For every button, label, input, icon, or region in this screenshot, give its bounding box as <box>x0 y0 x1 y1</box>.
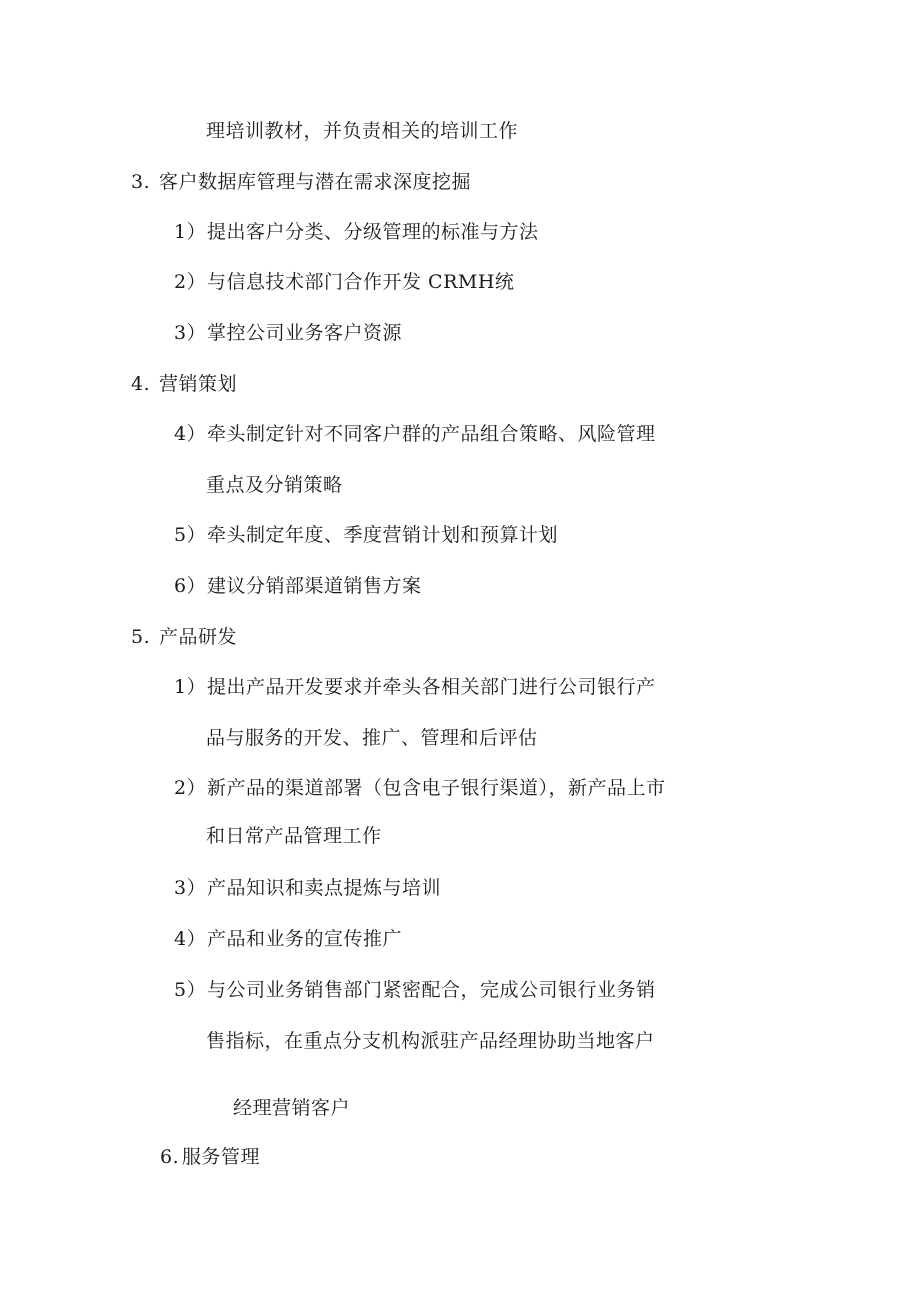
list-marker: 4） <box>174 423 207 445</box>
line-text: 与公司业务销售部门紧密配合，完成公司银行业务销 <box>207 979 656 1001</box>
section-heading-6 <box>160 1145 260 1169</box>
line-text: 与信息技术部门合作开发 CRMH统 <box>207 271 515 293</box>
line-text: 售指标，在重点分支机构派驻产品经理协助当地客户 <box>206 1030 655 1052</box>
text-line-continuation <box>206 473 343 497</box>
line-text: 新产品的渠道部署（包含电子银行渠道），新产品上市 <box>207 777 666 799</box>
list-marker: 1） <box>174 676 207 698</box>
section-heading-4 <box>131 372 237 396</box>
line-text: 营销策划 <box>159 373 238 395</box>
line-text: 服务管理 <box>182 1146 261 1168</box>
list-item <box>174 574 422 598</box>
list-marker: 6. <box>160 1146 180 1168</box>
list-marker: 6） <box>174 575 207 597</box>
line-text: 和日常产品管理工作 <box>206 825 382 847</box>
list-item <box>174 270 514 294</box>
list-marker: 2） <box>174 777 207 799</box>
list-item <box>174 220 539 244</box>
list-item <box>174 321 402 345</box>
list-item <box>174 422 656 446</box>
list-marker: 4. <box>131 373 151 395</box>
list-marker: 1） <box>174 221 207 243</box>
line-text: 品与服务的开发、推广、管理和后评估 <box>206 727 538 749</box>
list-item <box>174 523 558 547</box>
line-text: 产品和业务的宣传推广 <box>207 928 403 950</box>
line-text: 提出产品开发要求并牵头各相关部门进行公司银行产 <box>207 676 656 698</box>
text-line-continuation <box>206 1029 655 1053</box>
list-marker: 5. <box>131 626 151 648</box>
line-text: 产品知识和卖点提炼与培训 <box>207 877 442 899</box>
line-text: 掌控公司业务客户资源 <box>207 322 403 344</box>
line-text: 牵头制定年度、季度营销计划和预算计划 <box>207 524 559 546</box>
section-heading-3 <box>131 170 471 194</box>
section-heading-5 <box>131 625 237 649</box>
text-line-continuation <box>206 824 382 848</box>
list-marker: 3） <box>174 322 207 344</box>
list-item <box>174 978 656 1002</box>
list-marker: 4） <box>174 928 207 950</box>
line-text: 客户数据库管理与潜在需求深度挖掘 <box>159 171 472 193</box>
list-item <box>174 776 666 800</box>
list-item <box>174 876 441 900</box>
line-text: 牵头制定针对不同客户群的产品组合策略、风险管理 <box>207 423 656 445</box>
line-text: 提出客户分类、分级管理的标准与方法 <box>207 221 539 243</box>
list-marker: 3. <box>131 171 151 193</box>
list-item <box>174 927 402 951</box>
line-text: 建议分销部渠道销售方案 <box>207 575 422 597</box>
line-text: 理培训教材，并负责相关的培训工作 <box>206 120 519 142</box>
text-line-continuation <box>206 726 538 750</box>
list-marker: 5） <box>174 979 207 1001</box>
text-line-continuation <box>206 119 518 143</box>
list-marker: 5） <box>174 524 207 546</box>
line-text: 产品研发 <box>159 626 238 648</box>
text-line-continuation <box>233 1096 350 1120</box>
list-marker: 3） <box>174 877 207 899</box>
line-text: 重点及分销策略 <box>206 474 343 496</box>
list-item <box>174 675 656 699</box>
list-marker: 2） <box>174 271 207 293</box>
line-text: 经理营销客户 <box>233 1097 351 1119</box>
